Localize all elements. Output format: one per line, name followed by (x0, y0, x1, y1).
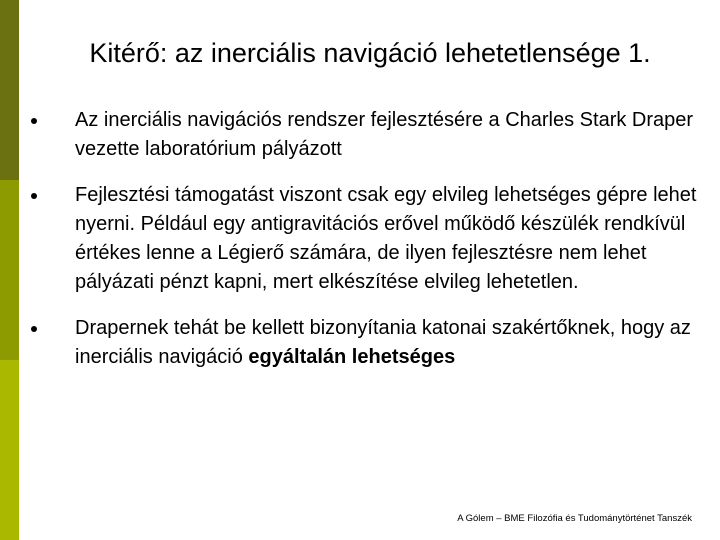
accent-bar-top (0, 0, 19, 180)
bullet-text: Fejlesztési támogatást viszont csak egy elvileg lehetséges gépre lehet nyerni. Például egy antigravitációs erővel működő készülék rendkívül értékes lenne a Légierő számára, de ilyen fejlesztésre nem lehet pályázati pénzt kapni, mert elkészítése elvileg lehetetlen. (75, 184, 697, 293)
bullet-item (28, 106, 698, 164)
bullet-bold-text: egyáltalán lehetséges (248, 346, 456, 368)
bullet-text: Az inerciális navigációs rendszer fejlesztésére a Charles Stark Draper vezette laboratórium pályázott (75, 109, 694, 160)
footer-credit: A Gólem – BME Filozófia és Tudománytörténet Tanszék (457, 513, 692, 524)
bullet-list (28, 106, 698, 372)
accent-bar-middle (0, 180, 19, 360)
accent-bar-bottom (0, 360, 19, 540)
bullet-text: Drapernek tehát be kellett bizonyítania katonai szakértőknek, hogy az inerciális navigáció (75, 317, 691, 368)
bullet-icon (31, 326, 37, 332)
bullet-item (28, 314, 698, 372)
bullet-item (28, 181, 698, 297)
bullet-icon (31, 193, 37, 199)
bullet-icon (31, 118, 37, 124)
slide-title: Kitérő: az inerciális navigáció lehetetlensége 1. (89, 38, 651, 68)
